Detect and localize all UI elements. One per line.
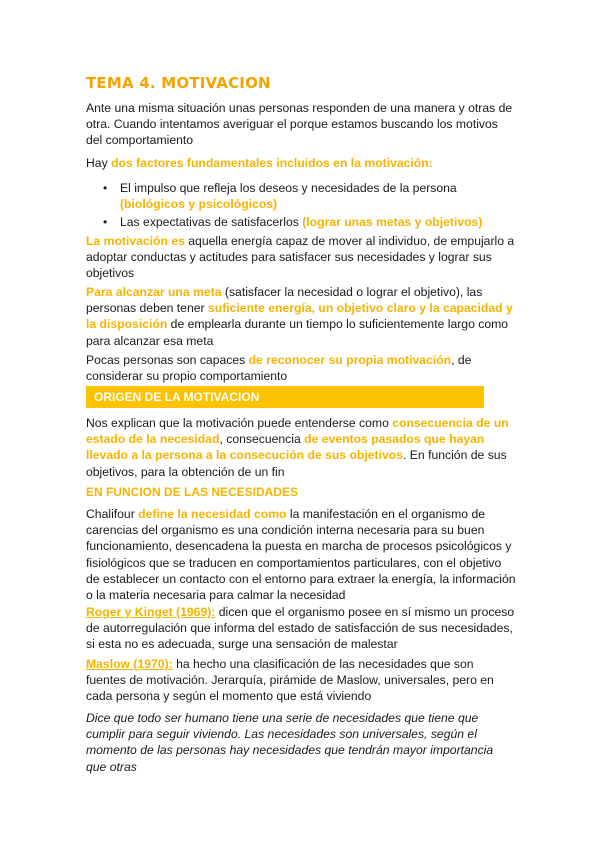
bullet-text: El impulso que refleja los deseos y necesidades de la persona bbox=[120, 181, 457, 195]
definition-paragraph bbox=[86, 233, 516, 282]
list-item bbox=[86, 214, 506, 230]
maslow-paragraph bbox=[86, 656, 516, 705]
roger-highlight: Roger y Kinget (1969): bbox=[86, 605, 216, 619]
list-item bbox=[86, 180, 506, 212]
maslow-text: ha hecho una clasificación de las necesidades que son fuentes de motivación. Jerarquía, pirámide de Maslow, universales, pero en cada persona y según el momento que está viviendo bbox=[86, 657, 494, 704]
bullet-text: Las expectativas de satisfacerlos bbox=[120, 215, 303, 230]
bullet-icon: • bbox=[103, 215, 108, 230]
origin-highlight-2: de eventos pasados que hayan llevado a la persona a la consecución de sus objetivos bbox=[86, 432, 485, 463]
intro-paragraph: Ante una misma situación unas personas responden de una manera y otras de otra. Cuando intentamos averiguar el porque estamos buscando los motivos del comportamiento bbox=[86, 101, 513, 148]
chalifour-paragraph bbox=[86, 506, 516, 603]
closing-paragraph: Dice que todo ser humano tiene una serie de necesidades que tiene que cumplir para seguir viviendo. Las necesidades son universales, según el momento de las personas hay necesidades que tendrán mayor importancia que otras bbox=[86, 711, 494, 774]
section-subheading: EN FUNCION DE LAS NECESIDADES bbox=[86, 485, 299, 499]
maslow-highlight: Maslow (1970): bbox=[86, 657, 173, 671]
factors-list bbox=[86, 180, 506, 231]
chalifour-text-2: la manifestación en el organismo de carencias del organismo es una condición interna necesaria para su buen funcionamiento, desencadena la puesta en marcha de procesos psicológicos y fisiológicos que se traducen en comportamientos particulares, con el objetivo de establecer un contacto con el entorno para extraer la energía, la información o la materia necesaria para calmar la necesidad bbox=[86, 507, 516, 603]
origin-text-1: Nos explican que la motivación puede entenderse como bbox=[86, 416, 393, 430]
goal-text-2: de emplearla durante un tiempo lo suficientemente largo como para alcanzar esa meta bbox=[86, 317, 509, 348]
bullet-highlight: (biológicos y psicológicos) bbox=[120, 197, 278, 212]
goal-paragraph bbox=[86, 284, 516, 349]
page-title: TEMA 4. MOTIVACION bbox=[86, 74, 271, 92]
section-banner bbox=[86, 386, 484, 408]
goal-highlight-1: Para alcanzar una meta bbox=[86, 285, 222, 299]
factors-paragraph bbox=[86, 155, 516, 171]
few-highlight: de reconocer su propia motivación bbox=[248, 353, 452, 367]
origin-text-2: , consecuencia bbox=[219, 432, 305, 447]
section-banner-label: ORIGEN DE LA MOTIVACION bbox=[94, 390, 260, 404]
bullet-highlight: (lograr unas metas y objetivos) bbox=[302, 215, 483, 230]
goal-text-1: (satisfacer la necesidad o lograr el objetivo), las personas deben tener bbox=[86, 285, 483, 316]
origin-highlight-1: consecuencia de un estado de la necesidad bbox=[86, 416, 509, 447]
roger-text: dicen que el organismo posee en sí mismo un proceso de autorregulación que informa del estado de satisfacción de sus necesidades, si esta no es adecuada, surge una sensación de malestar bbox=[86, 605, 515, 652]
few-paragraph bbox=[86, 352, 516, 384]
origin-text-3: . En función de sus objetivos, para la obtención de un fin bbox=[86, 448, 507, 479]
few-text-2: , de considerar su propio comportamiento bbox=[86, 353, 472, 384]
factors-highlight: dos factores fundamentales incluidos en la motivación: bbox=[111, 156, 433, 170]
roger-paragraph bbox=[86, 604, 516, 653]
chalifour-text-1: Chalifour bbox=[86, 507, 139, 521]
definition-highlight: La motivación es bbox=[86, 234, 185, 248]
chalifour-highlight: define la necesidad como bbox=[138, 507, 287, 521]
goal-highlight-2: suficiente energía, un objetivo claro y la capacidad y la disposición bbox=[86, 301, 513, 332]
definition-text: aquella energía capaz de mover al individuo, de empujarlo a adoptar conductas y actitudes para satisfacer sus necesidades y lograr sus objetivos bbox=[86, 234, 515, 281]
few-text-1: Pocas personas son capaces bbox=[86, 353, 249, 367]
bullet-icon: • bbox=[103, 181, 108, 195]
origin-paragraph bbox=[86, 415, 516, 480]
factors-lead: Hay bbox=[86, 156, 112, 170]
